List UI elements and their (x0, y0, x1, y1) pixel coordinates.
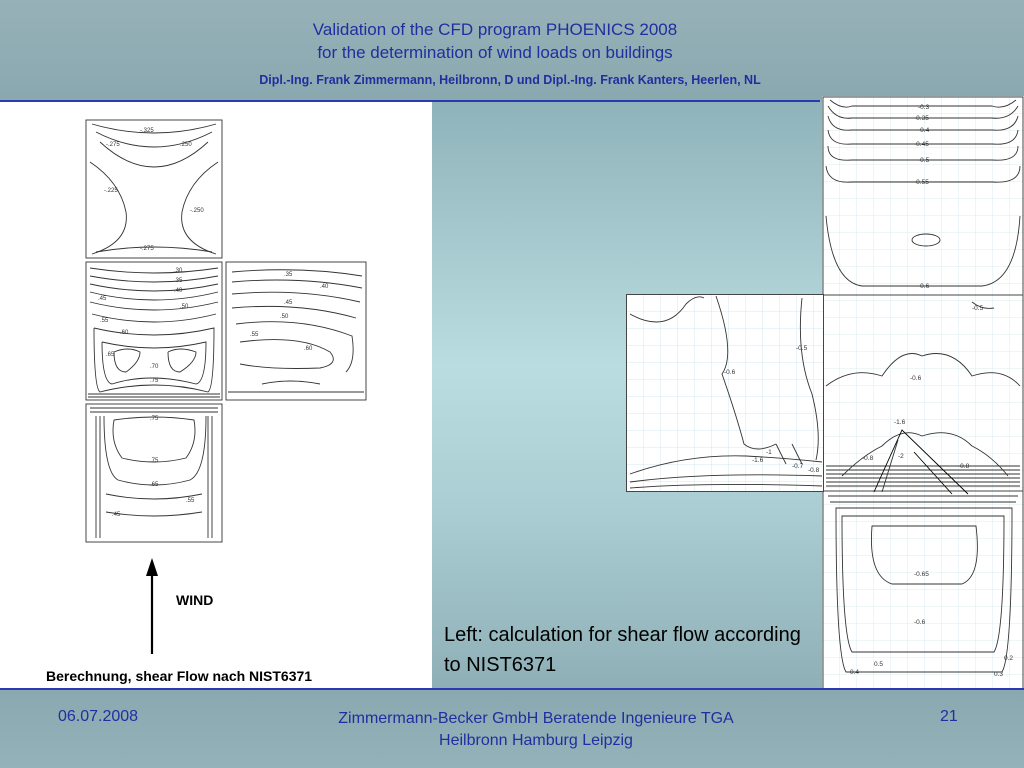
side-contour-label: -1.6 (752, 457, 764, 464)
side-contour-label: -1 (766, 449, 772, 456)
middle-contour-label: -2 (898, 453, 904, 460)
top-contour-label: -0.45 (914, 141, 929, 148)
footer-company-line2: Heilbronn Hamburg Leipzig (439, 732, 633, 749)
ground-contour-label: .45 (112, 512, 121, 518)
front-contour-label: .65 (106, 352, 115, 358)
wind-arrow-head (146, 558, 158, 576)
side-contour-label: .45 (284, 300, 293, 306)
footer-company (286, 708, 786, 752)
middle-contour-label: -0.6 (910, 375, 922, 382)
right-contour-column (822, 96, 1024, 690)
side-result-panel (626, 294, 824, 492)
side-contour-label: .35 (284, 272, 293, 278)
front-contour-label: .50 (180, 304, 189, 310)
ground-contour-label: .75 (150, 458, 159, 464)
footer-date: 06.07.2008 (58, 708, 139, 725)
side-contour-label: .40 (320, 284, 329, 290)
side-contour-label: -0.8 (808, 467, 820, 474)
authors-line: Dipl.-Ing. Frank Zimmermann, Heilbronn, D und Dipl.-Ing. Frank Kanters, Heerlen, NL (259, 73, 761, 87)
ground-contour-label: .65 (150, 482, 159, 488)
side-contour-label: -0.5 (796, 345, 808, 352)
right-figure-caption: Left: calculation for shear flow according to NIST6371 (444, 624, 801, 676)
top-contour-label: -0.5 (918, 157, 930, 164)
top-contour-label: -0.4 (918, 127, 930, 134)
roof-contour-label: -.250 (178, 142, 192, 148)
footer-page-number: 21 (940, 708, 958, 725)
top-contour-label: -0.55 (914, 179, 929, 186)
slide-footer (0, 690, 1024, 768)
bottom-contour-label: 0.3 (994, 671, 1004, 678)
front-contour-label: .75 (150, 378, 159, 384)
left-figure-panel (0, 102, 432, 688)
top-contour-label: -0.6 (918, 283, 930, 290)
slide-title-line1: Validation of the CFD program PHOENICS 2008 (312, 20, 678, 39)
slide-header (0, 0, 1024, 100)
front-contour-label: .45 (98, 296, 107, 302)
ground-panel-frame (86, 404, 222, 542)
middle-contour-label: -0.8 (862, 455, 874, 462)
bottom-contour-label: -0.6 (914, 619, 926, 626)
bottom-contour-label: 0.4 (850, 669, 860, 676)
footer-company-line1: Zimmermann-Becker GmbH Beratende Ingenieure TGA (338, 710, 734, 727)
left-contour-figure (0, 102, 432, 688)
bottom-contour-label: 0.2 (1004, 655, 1014, 662)
bottom-contour-label: 0.5 (874, 661, 884, 668)
side-panel-frame (226, 262, 366, 400)
front-contour-label: .55 (100, 318, 109, 324)
side-contour-label: .50 (280, 314, 289, 320)
side-contour-label: .55 (250, 332, 259, 338)
roof-contour-label: -.325 (140, 128, 154, 134)
left-figure-caption: Berechnung, shear Flow nach NIST6371 (46, 668, 313, 684)
roof-contour-label: -.250 (190, 208, 204, 214)
ground-contour-label: .75 (150, 416, 159, 422)
middle-contour-label: -1.6 (894, 419, 906, 426)
front-contour-label: .70 (150, 364, 159, 370)
roof-contour-label: -.275 (140, 246, 154, 252)
front-contour-label: .60 (120, 330, 129, 336)
roof-contour-label: -.225 (104, 188, 118, 194)
side-contour-label: -0.7 (792, 463, 804, 470)
top-contour-label: -0.3 (918, 104, 930, 111)
ground-contour-label: .55 (186, 498, 195, 504)
wind-label: WIND (176, 592, 214, 608)
front-contour-label: .40 (174, 288, 183, 294)
front-contour-label: .35 (174, 278, 183, 284)
front-contour-label: .30 (174, 268, 183, 274)
slide-title-line2: for the determination of wind loads on buildings (317, 43, 673, 62)
side-contour-label: .60 (304, 346, 313, 352)
bottom-contour-label: -0.65 (914, 571, 929, 578)
middle-contour-label: -0.8 (958, 463, 970, 470)
side-contour-label: -0.6 (724, 369, 736, 376)
top-contour-label: -0.35 (914, 115, 929, 122)
middle-contour-label: -0.5 (972, 305, 984, 312)
roof-contour-label: -.275 (106, 142, 120, 148)
